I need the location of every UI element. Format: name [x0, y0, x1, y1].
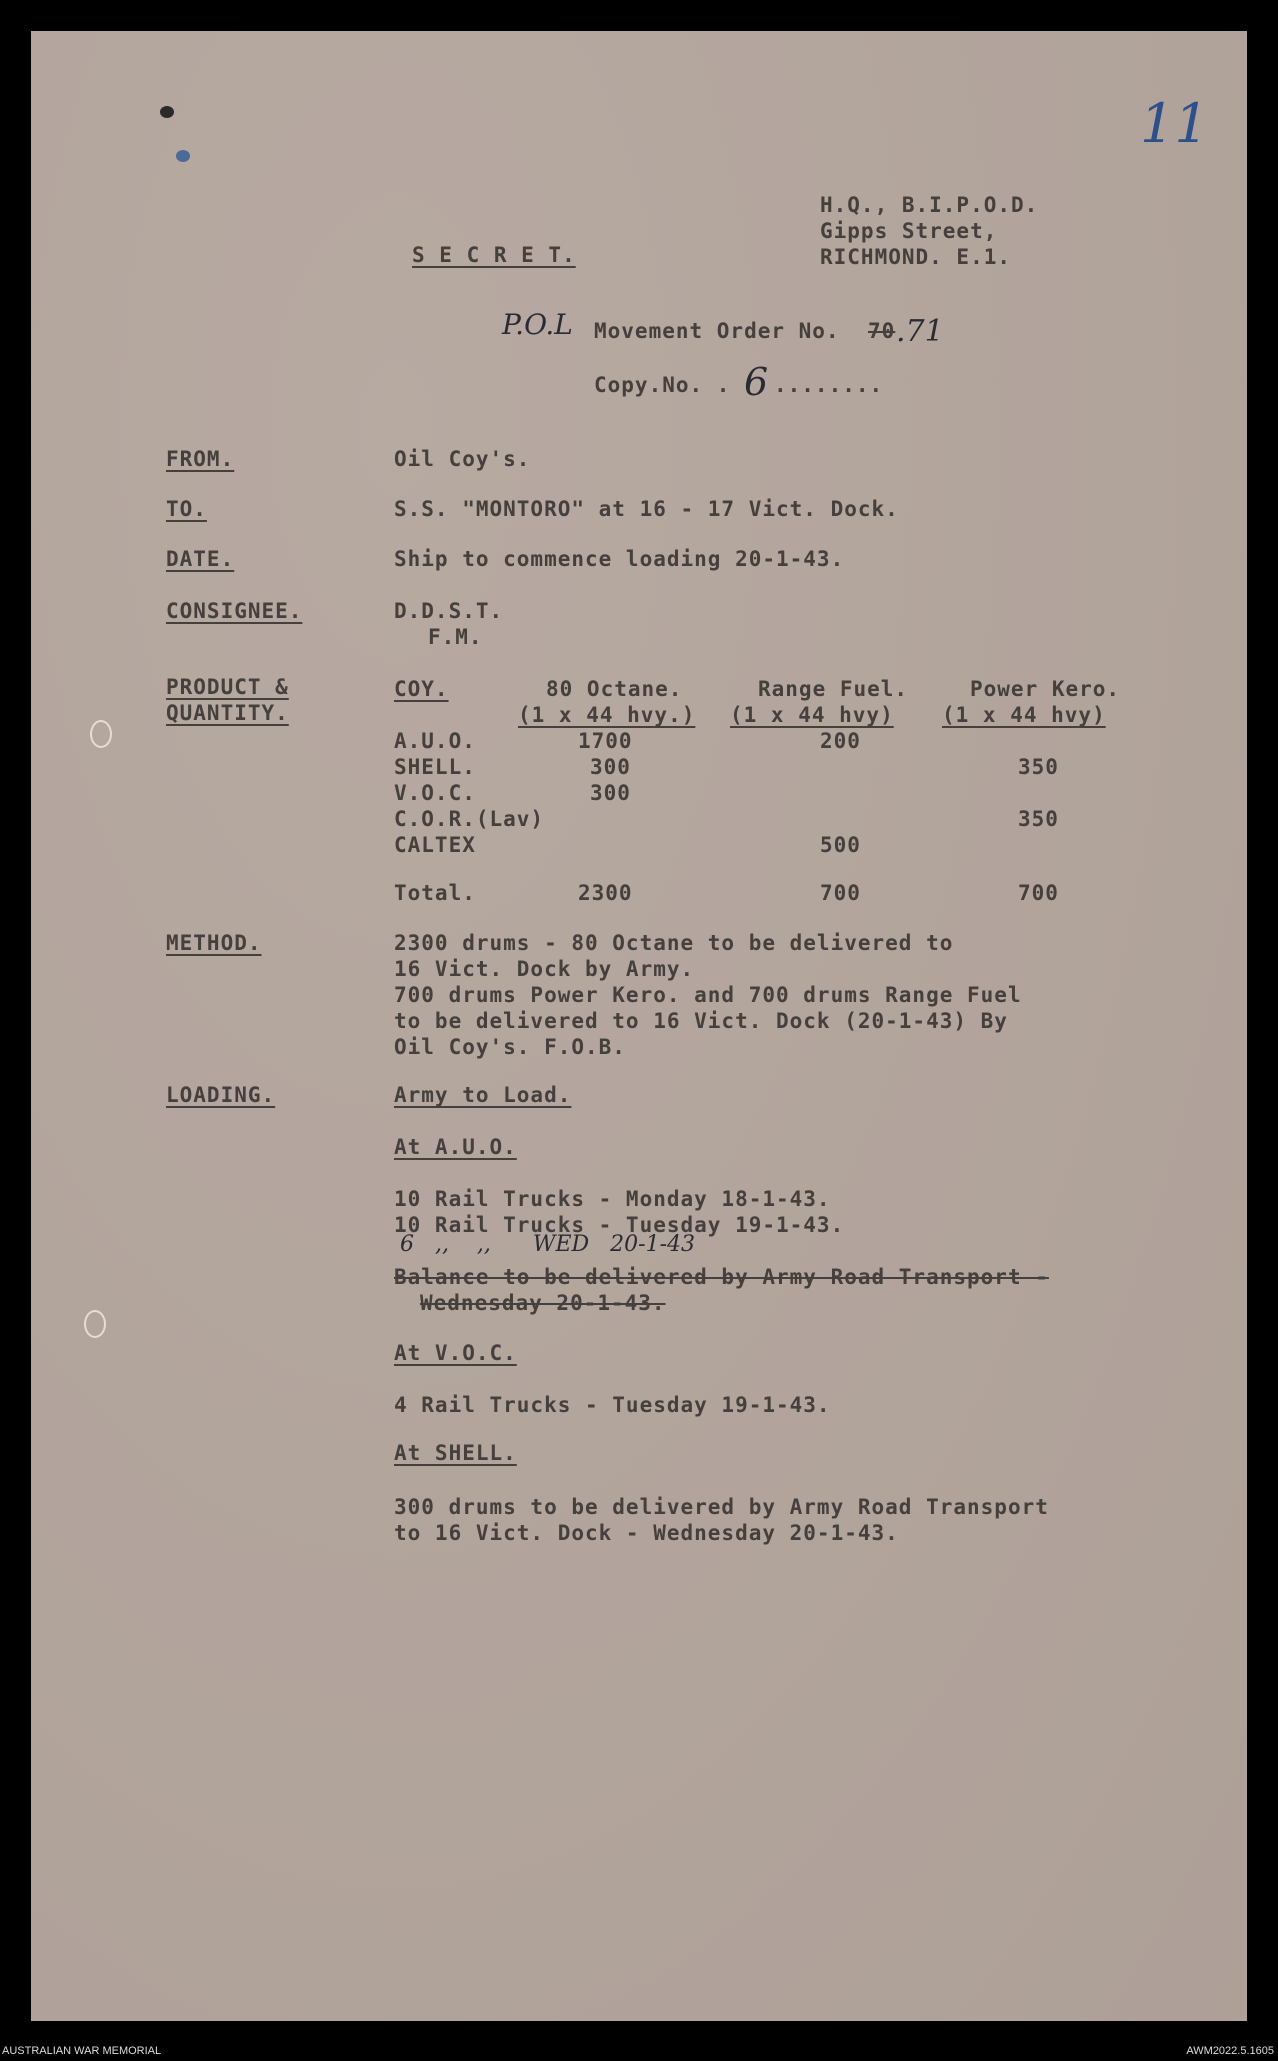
shell-line1: 300 drums to be delivered by Army Road Transport: [394, 1495, 1049, 1519]
auo-struck-line2: Wednesday 20-1-43.: [420, 1291, 666, 1315]
row-coy: SHELL.: [394, 755, 476, 779]
folio-number: 11: [1140, 92, 1209, 155]
footer-credit: AUSTRALIAN WAR MEMORIAL: [2, 2045, 162, 2057]
to-value: S.S. "MONTORO" at 16 - 17 Vict. Dock.: [394, 497, 899, 521]
method-line5: Oil Coy's. F.O.B.: [394, 1035, 626, 1059]
ink-blot: [160, 106, 174, 118]
army-to-load: Army to Load.: [394, 1083, 572, 1107]
method-line4: to be delivered to 16 Vict. Dock (20-1-43) By: [394, 1009, 1008, 1033]
from-value: Oil Coy's.: [394, 447, 531, 471]
row-kero: 350: [1018, 807, 1059, 831]
method-line2: 16 Vict. Dock by Army.: [394, 957, 695, 981]
footer-accession: AWM2022.5.1605: [1186, 2045, 1274, 2057]
total-range: 700: [820, 881, 861, 905]
table-subheader-kero: (1 x 44 hvy): [942, 703, 1106, 727]
voc-line: 4 Rail Trucks - Tuesday 19-1-43.: [394, 1393, 831, 1417]
consignee-line2: F.M.: [428, 625, 483, 649]
table-subheader-range: (1 x 44 hvy): [730, 703, 894, 727]
method-label: METHOD.: [166, 931, 262, 955]
copy-number-handwritten: 6: [744, 360, 769, 404]
method-line3: 700 drums Power Kero. and 700 drums Range Fuel: [394, 983, 1022, 1007]
consignee-label: CONSIGNEE.: [166, 599, 303, 623]
order-prefix-handwritten: P.O.L: [502, 308, 573, 341]
product-label-line2: QUANTITY.: [166, 701, 289, 725]
order-label: Movement Order No.: [594, 319, 840, 343]
total-kero: 700: [1018, 881, 1059, 905]
table-header-octane: 80 Octane.: [546, 677, 683, 701]
row-coy: V.O.C.: [394, 781, 476, 805]
row-coy: A.U.O.: [394, 729, 476, 753]
row-range: 200: [820, 729, 861, 753]
row-coy: CALTEX: [394, 833, 476, 857]
hq-line1: H.Q., B.I.P.O.D.: [820, 193, 1039, 217]
date-value: Ship to commence loading 20-1-43.: [394, 547, 845, 571]
row-octane: 300: [590, 755, 631, 779]
staple-hole: [90, 720, 112, 748]
auo-line2: 10 Rail Trucks - Tuesday 19-1-43.: [394, 1213, 845, 1237]
consignee-line1: D.D.S.T.: [394, 599, 504, 623]
date-label: DATE.: [166, 547, 235, 571]
at-auo-heading: At A.U.O.: [394, 1135, 517, 1159]
table-header-range: Range Fuel.: [758, 677, 909, 701]
at-shell-heading: At SHELL.: [394, 1441, 517, 1465]
auo-handwritten: 6 ,, ,, WED 20-1-43: [400, 1232, 696, 1257]
shell-line2: to 16 Vict. Dock - Wednesday 20-1-43.: [394, 1521, 899, 1545]
copy-dots: ........: [774, 373, 884, 397]
row-range: 500: [820, 833, 861, 857]
auo-struck-line1: Balance to be delivered by Army Road Transport -: [394, 1265, 1049, 1289]
loading-label: LOADING.: [166, 1083, 276, 1107]
product-label-line1: PRODUCT &: [166, 675, 289, 699]
to-label: TO.: [166, 497, 207, 521]
row-octane: 300: [590, 781, 631, 805]
from-label: FROM.: [166, 447, 235, 471]
staple-hole: [84, 1310, 106, 1338]
secret-heading: S E C R E T.: [412, 243, 576, 267]
total-label: Total.: [394, 881, 476, 905]
hq-line3: RICHMOND. E.1.: [820, 245, 1012, 269]
method-line1: 2300 drums - 80 Octane to be delivered to: [394, 931, 954, 955]
row-kero: 350: [1018, 755, 1059, 779]
ink-blot: [176, 150, 190, 162]
order-struck-number: 70: [868, 319, 896, 343]
row-octane: 1700: [578, 729, 633, 753]
copy-label: Copy.No. .: [594, 373, 731, 397]
table-subheader-octane: (1 x 44 hvy.): [518, 703, 696, 727]
table-header-coy: COY.: [394, 677, 449, 701]
table-header-kero: Power Kero.: [970, 677, 1121, 701]
total-octane: 2300: [578, 881, 633, 905]
hq-line2: Gipps Street,: [820, 219, 998, 243]
order-number-handwritten: .71: [896, 314, 944, 349]
row-coy: C.O.R.(Lav): [394, 807, 545, 831]
at-voc-heading: At V.O.C.: [394, 1341, 517, 1365]
auo-line1: 10 Rail Trucks - Monday 18-1-43.: [394, 1187, 831, 1211]
